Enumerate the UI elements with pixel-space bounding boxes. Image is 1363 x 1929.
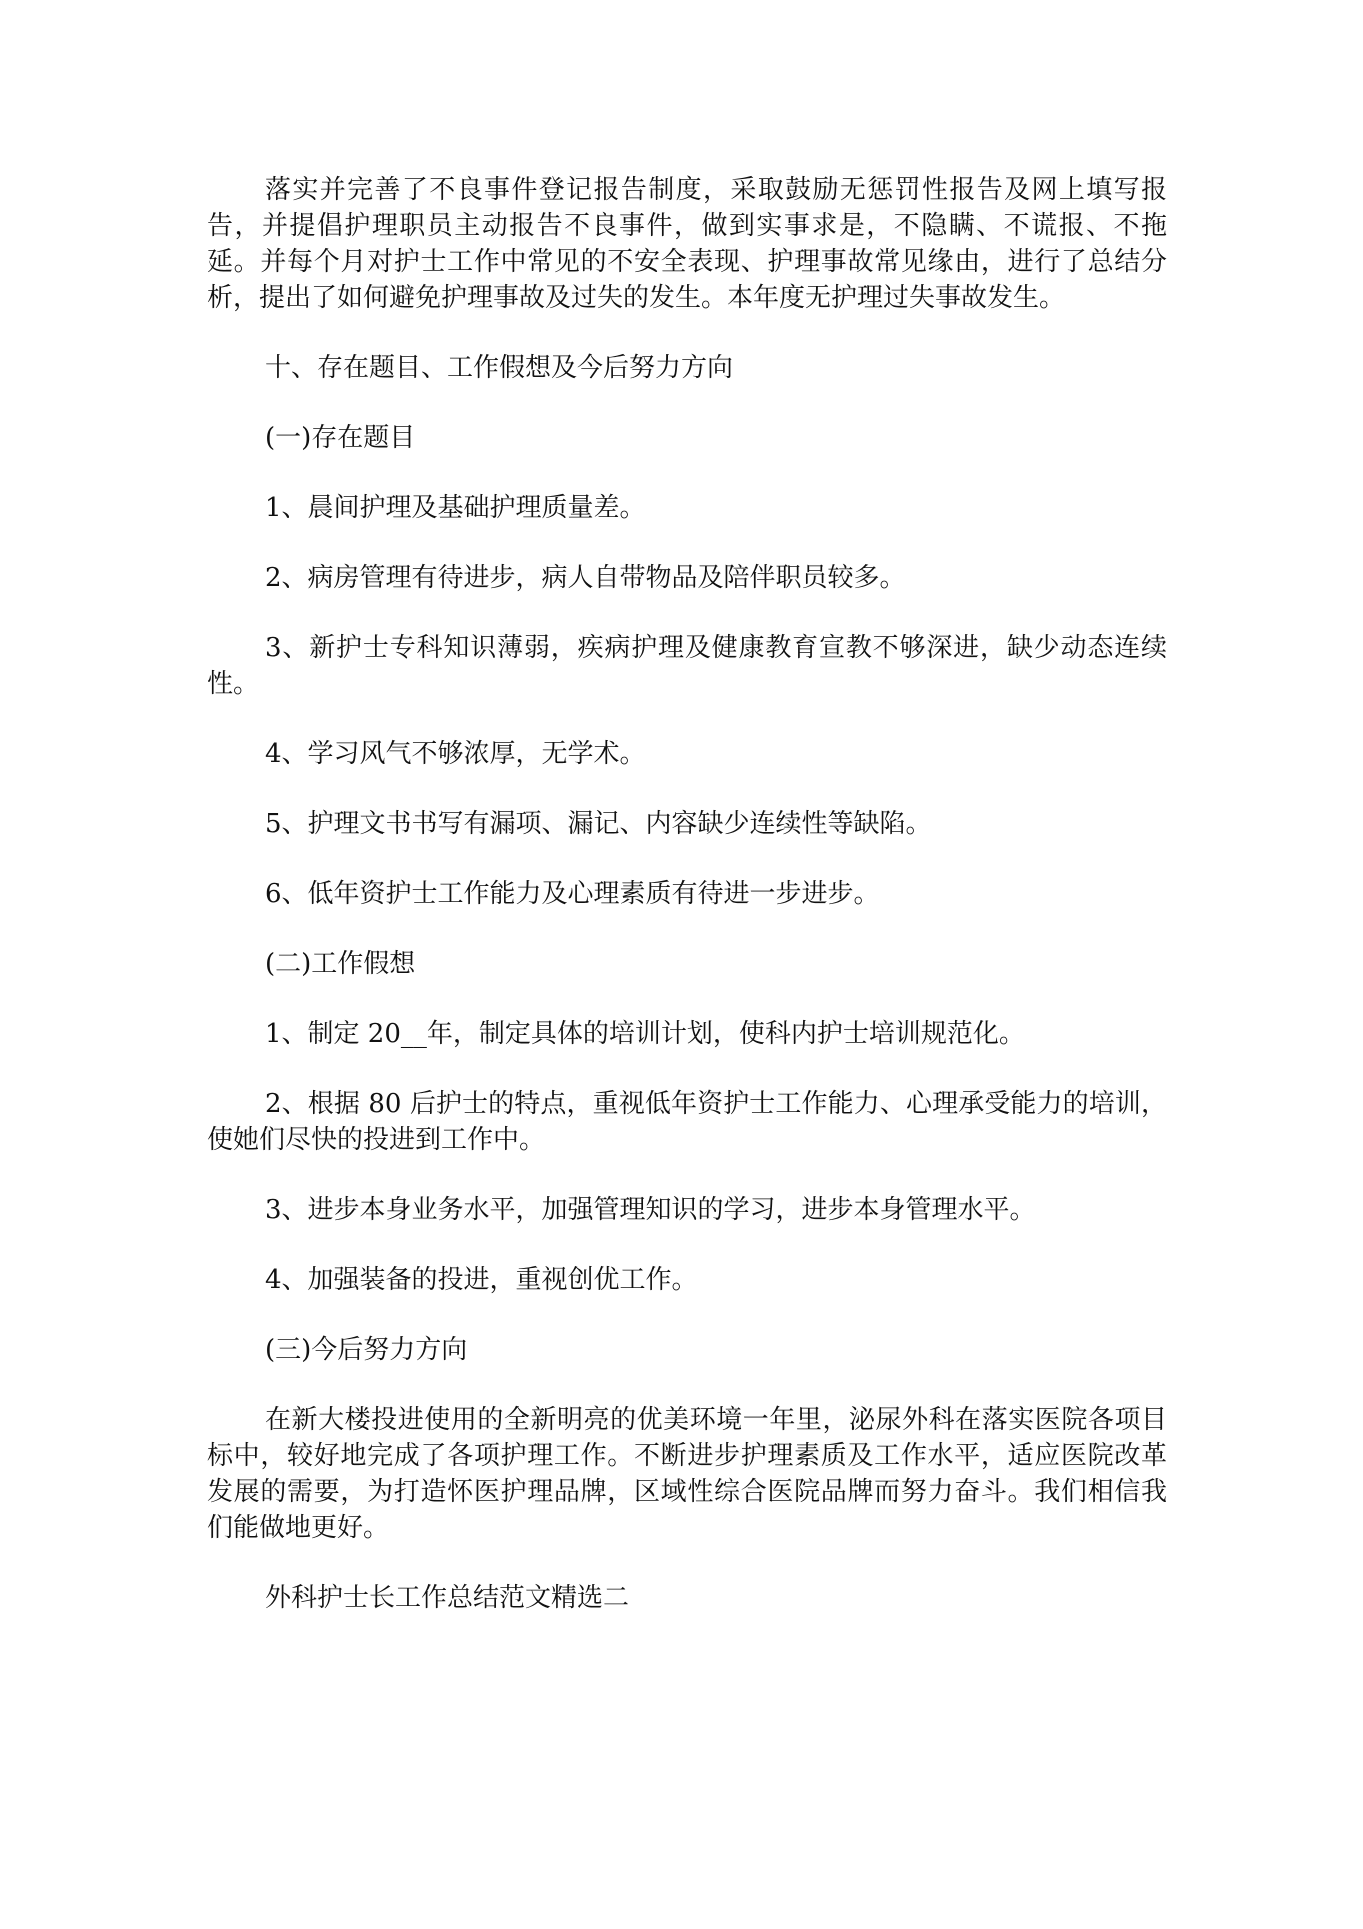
subheading-problems: (一)存在题目 [265,423,416,453]
subheading-plans: (二)工作假想 [265,949,416,979]
list-item: 4、学习风气不够浓厚，无学术。 [265,739,646,769]
list-item: 5、护理文书书写有漏项、漏记、内容缺少连续性等缺陷。 [265,809,932,839]
list-item: 2、根据 80 后护士的特点，重视低年资护士工作能力、心理承受能力的培训，使她们尽快的投进到工作中。 [207,1089,1167,1155]
paragraph-incident-reporting: 落实并完善了不良事件登记报告制度，采取鼓励无惩罚性报告及网上填写报告，并提倡护理职员主动报告不良事件，做到实事求是，不隐瞒、不谎报、不拖延。并每个月对护士工作中常见的不安全表现、护理事故常见缘由，进行了总结分析，提出了如何避免护理事故及过失的发生。本年度无护理过失事故发生。 [207,175,1167,313]
list-item: 6、低年资护士工作能力及心理素质有待进一步进步。 [265,879,880,909]
list-item: 2、病房管理有待进步，病人自带物品及陪伴职员较多。 [265,563,906,593]
list-item: 1、晨间护理及基础护理质量差。 [265,493,646,523]
list-item: 4、加强装备的投进，重视创优工作。 [265,1265,698,1295]
subheading-future-direction: (三)今后努力方向 [265,1335,468,1365]
section-heading-ten: 十、存在题目、工作假想及今后努力方向 [265,353,734,383]
section-title-next-article: 外科护士长工作总结范文精选二 [265,1583,630,1613]
list-item: 3、进步本身业务水平，加强管理知识的学习，进步本身管理水平。 [265,1195,1036,1225]
document-body [207,172,1167,1650]
paragraph-conclusion: 在新大楼投进使用的全新明亮的优美环境一年里，泌尿外科在落实医院各项目标中，较好地完成了各项护理工作。不断进步护理素质及工作水平，适应医院改革发展的需要，为打造怀医护理品牌，区域性综合医院品牌而努力奋斗。我们相信我们能做地更好。 [207,1405,1167,1543]
list-item: 3、新护士专科知识薄弱，疾病护理及健康教育宣教不够深进，缺少动态连续性。 [207,633,1167,699]
list-item: 1、制定 20__年，制定具体的培训计划，使科内护士培训规范化。 [265,1019,1025,1049]
